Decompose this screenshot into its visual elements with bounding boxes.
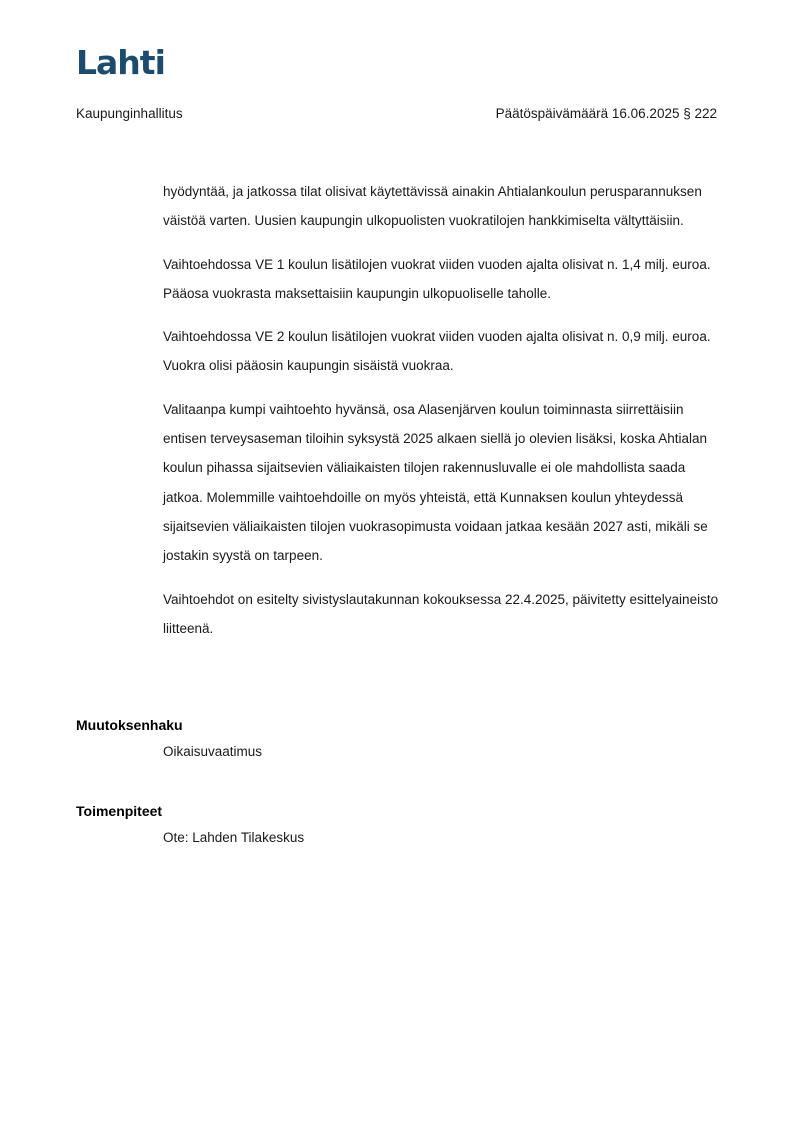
decision-body-name: Kaupunginhallitus	[76, 106, 183, 121]
section-heading-appeal: Muutoksenhaku	[76, 717, 183, 733]
document-body	[163, 177, 723, 657]
paragraph: Vaihtoehdossa VE 1 koulun lisätilojen vuokrat viiden vuoden ajalta olisivat n. 1,4 milj. euroa. Pääosa vuokrasta maksettaisiin kaupungin ulkopuoliselle taholle.	[163, 256, 711, 301]
decision-date-section: Päätöspäivämäärä 16.06.2025 § 222	[495, 106, 717, 121]
paragraph: Valitaanpa kumpi vaihtoehto hyvänsä, osa Alasenjärven koulun toiminnasta siirrettäisiin entisen terveysaseman tiloihin syksystä 2025 alkaen siellä jo olevien lisäksi, koska Ahtialan koulun pihassa sijaitsevien väliaikaisten tilojen rakennusluvalle ei ole mahdollista saada jatkoa. Molemmille vaihtoehdoille on myös yhteistä, että Kunnaksen koulun yhteydessä sijaitsevien väliaikaisten tilojen vuokrasopimusta voidaan jatkaa kesään 2027 asti, mikäli se jostakin syystä on tarpeen.	[163, 401, 708, 564]
lahti-logo: Lahti	[76, 43, 165, 82]
section-heading-actions: Toimenpiteet	[76, 803, 163, 819]
section-body-appeal: Oikaisuvaatimus	[163, 744, 263, 759]
paragraph: Vaihtoehdot on esitelty sivistyslautakunnan kokouksessa 22.4.2025, päivitetty esittelyaineisto liitteenä.	[163, 591, 719, 636]
section-body-actions: Ote: Lahden Tilakeskus	[163, 830, 305, 845]
paragraph: hyödyntää, ja jatkossa tilat olisivat käytettävissä ainakin Ahtialankoulun perusparannuksen väistöä varten. Uusien kaupungin ulkopuolisten vuokratilojen hankkimiselta vältyttäisiin.	[163, 184, 702, 229]
paragraph: Vaihtoehdossa VE 2 koulun lisätilojen vuokrat viiden vuoden ajalta olisivat n. 0,9 milj. euroa. Vuokra olisi pääosin kaupungin sisäistä vuokraa.	[163, 329, 711, 374]
